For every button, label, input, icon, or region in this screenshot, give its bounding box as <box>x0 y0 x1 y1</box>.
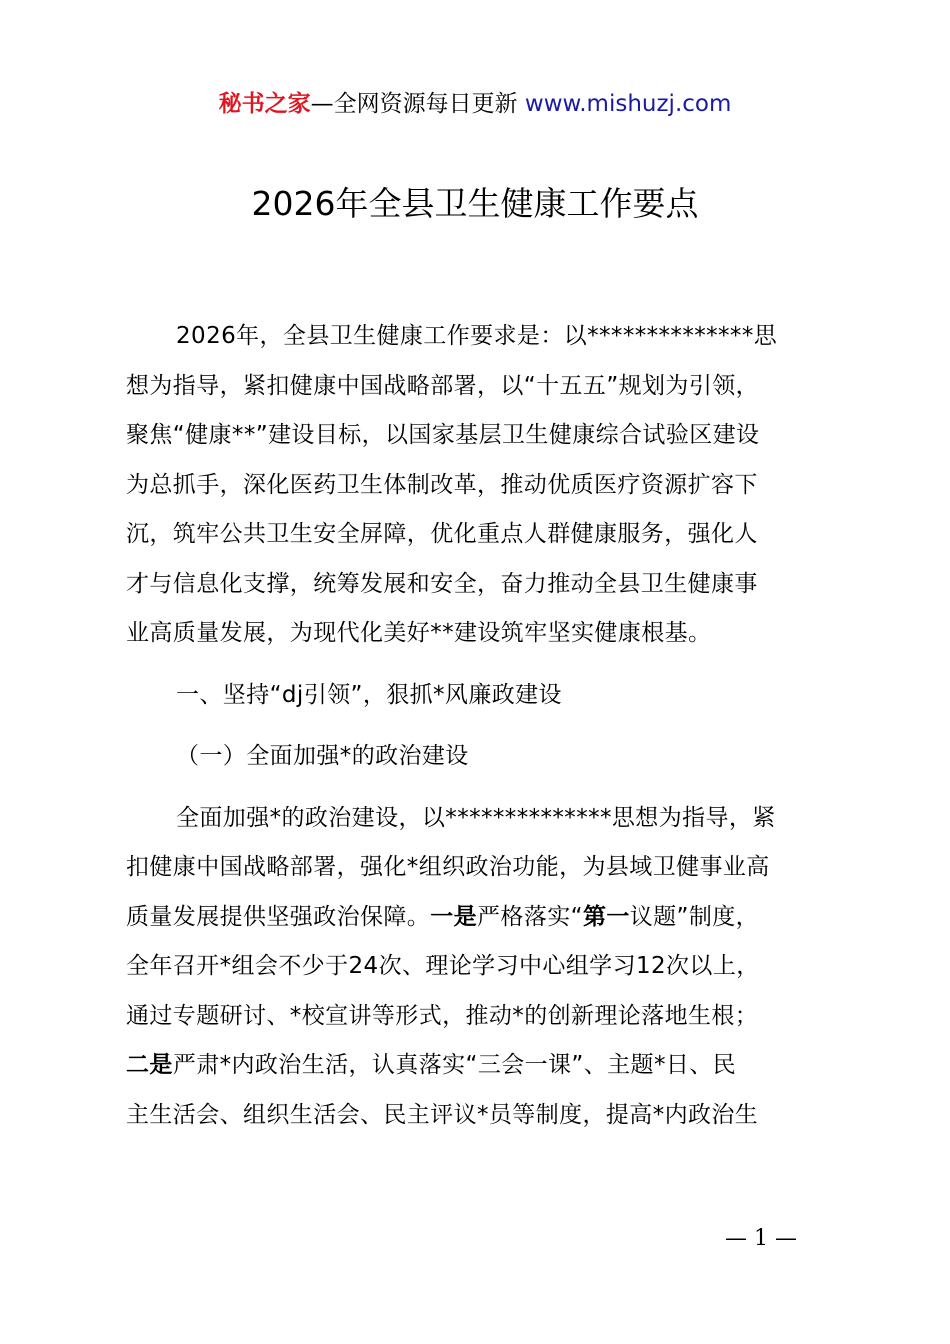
document-title: 2026年全县卫生健康工作要点 <box>251 184 699 223</box>
emphasis-first-topic: 第一 <box>582 903 630 930</box>
intro-line: 才与信息化支撑，统筹发展和安全，奋力推动全县卫生健康事 <box>126 570 758 597</box>
brand-name: 秘书之家 <box>218 91 311 117</box>
paragraph-text: 质量发展提供坚强政治保障。 <box>126 903 431 930</box>
paragraph-text: 严肃*内政治生活，认真落实“三会一课”、主题*日、民 <box>172 1052 737 1078</box>
paragraph-text: 严格落实“ <box>477 903 583 930</box>
document-body <box>126 312 846 1140</box>
paragraph-line: 扣健康中国战略部署，强化*组织政治功能，为县域卫健事业高 <box>126 854 770 880</box>
site-url-link[interactable]: www.mishuzj.com <box>524 91 732 117</box>
intro-line: 为总抓手，深化医药卫生体制改革，推动优质医疗资源扩容下 <box>126 471 758 498</box>
banner-tagline: —全网资源每日更新 <box>310 91 525 117</box>
paragraph-line <box>126 1041 846 1091</box>
paragraph-line: 全面加强*的政治建设，以**************思想为指导，紧 <box>176 804 776 831</box>
intro-line: 想为指导，紧扣健康中国战略部署，以“十五五”规划为引领， <box>126 372 760 399</box>
intro-paragraph <box>126 312 846 659</box>
emphasis-first: 一是 <box>430 903 478 930</box>
section-heading: 一、坚持“dj引领”，狠抓*风廉政建设 <box>176 681 562 708</box>
emphasis-second: 二是 <box>126 1052 173 1078</box>
site-banner <box>0 88 950 120</box>
paragraph-line: 主生活会、组织生活会、民主评议*员等制度，提高*内政治生 <box>126 1101 759 1128</box>
subsection-heading: （一）全面加强*的政治建设 <box>176 743 469 769</box>
intro-line: 沉，筑牢公共卫生安全屏障，优化重点人群健康服务，强化人 <box>126 521 758 547</box>
intro-line: 2026年，全县卫生健康工作要求是：以**************思 <box>176 323 778 349</box>
page-number: — 1 — <box>725 1226 797 1251</box>
body-paragraph <box>126 794 846 1141</box>
paragraph-text: 议题”制度， <box>629 903 760 930</box>
paragraph-line <box>126 893 846 943</box>
paragraph-line: 通过专题研讨、*校宣讲等形式，推动*的创新理论落地生根； <box>126 1002 759 1029</box>
paragraph-line: 全年召开*组会不少于24次、理论学习中心组学习12次以上， <box>126 953 760 979</box>
intro-line: 聚焦“健康**”建设目标，以国家基层卫生健康综合试验区建设 <box>126 422 760 448</box>
intro-line: 业高质量发展，为现代化美好**建设筑牢坚实健康根基。 <box>126 620 712 646</box>
